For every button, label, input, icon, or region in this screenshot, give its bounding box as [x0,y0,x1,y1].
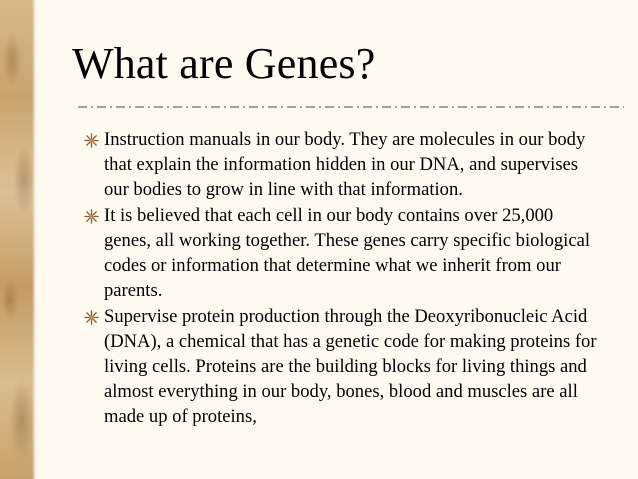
star-burst-icon [84,133,99,148]
slide-title: What are Genes? [72,39,376,88]
bullet-text: Supervise protein production through the Deoxyribonucleic Acid (DNA), a chemical that has a genetic code for making proteins for living cells. Proteins are the building blocks for living things and almost everything in our body, bones, blood and muscles are all made up of proteins, [104,306,597,427]
bullet-text: It is believed that each cell in our body contains over 25,000 genes, all working together. These genes carry specific biological codes or information that determine what we inherit from our parents. [104,205,591,301]
bullet-item [84,203,604,303]
bullet-item [84,127,604,202]
parchment-border-decoration [0,0,36,479]
bullet-item [84,304,604,429]
bullet-text: Instruction manuals in our body. They are molecules in our body that explain the information hidden in our DNA, and supervises our bodies to grow in line with that information. [104,129,586,200]
bullet-list [84,127,604,430]
star-burst-icon [84,310,99,325]
star-burst-icon [84,209,99,224]
title-divider [78,103,624,111]
